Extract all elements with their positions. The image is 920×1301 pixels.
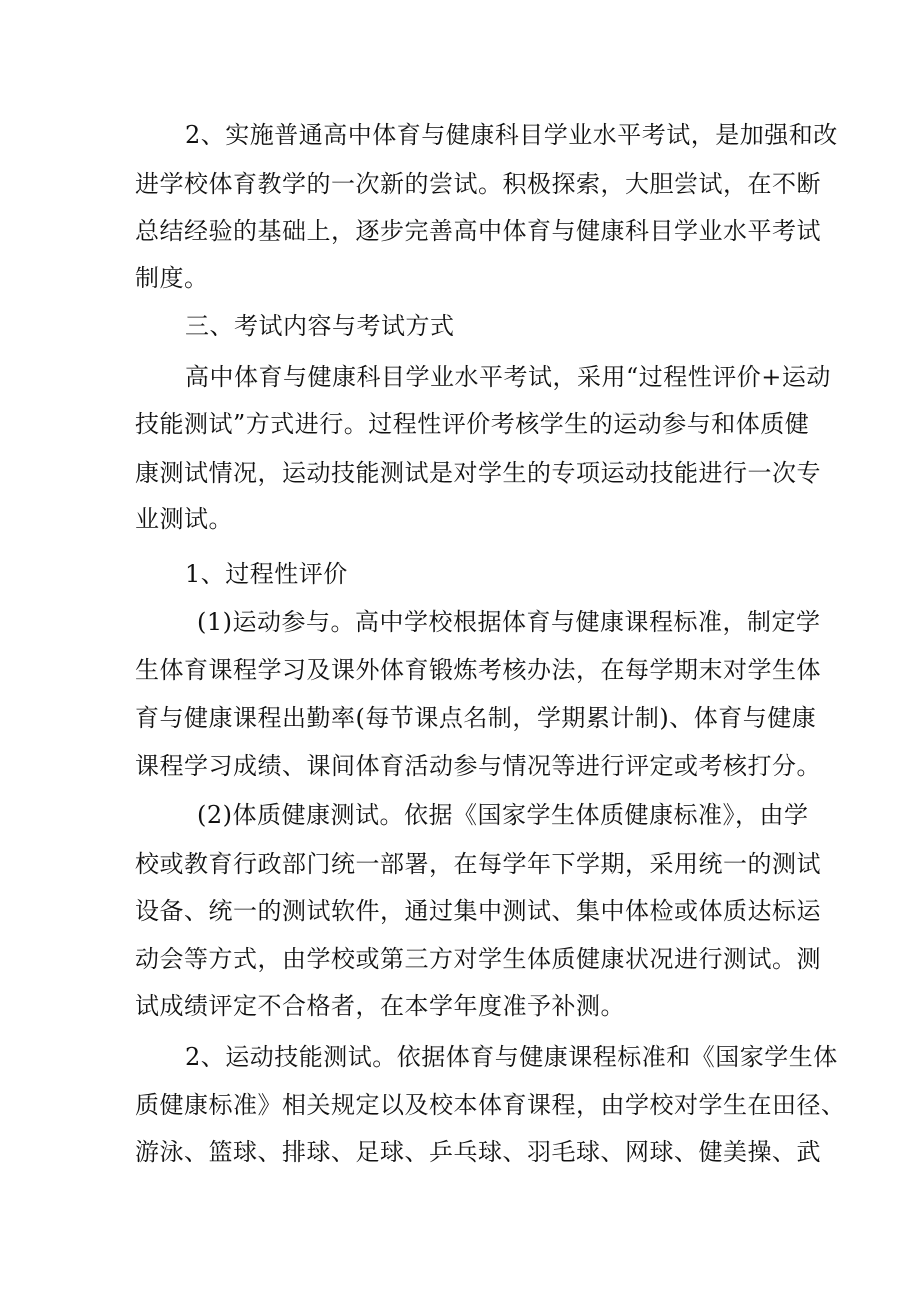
paragraph-line: 康测试情况，运动技能测试是对学生的专项运动技能进行一次专 bbox=[135, 459, 821, 487]
paragraph-line: 游泳、篮球、排球、足球、乒乓球、羽毛球、网球、健美操、武 bbox=[135, 1138, 821, 1166]
paragraph-line: 试成绩评定不合格者，在本学年度准予补测。 bbox=[135, 992, 625, 1020]
paragraph-line: 设备、统一的测试软件，通过集中测试、集中体检或体质达标运 bbox=[135, 897, 821, 925]
paragraph-line: 总结经验的基础上，逐步完善高中体育与健康科目学业水平考试 bbox=[135, 217, 821, 245]
paragraph-line: 育与健康课程出勤率(每节课点名制，学期累计制)、体育与健康 bbox=[135, 704, 817, 732]
paragraph-line: 质健康标准》相关规定以及校本体育课程，由学校对学生在田径、 bbox=[135, 1091, 846, 1119]
section-heading: 三、考试内容与考试方式 bbox=[185, 312, 455, 340]
paragraph-line: 2、运动技能测试。依据体育与健康课程标准和《国家学生体 bbox=[185, 1043, 838, 1071]
paragraph-line: 业测试。 bbox=[135, 505, 233, 533]
paragraph-line: 高中体育与健康科目学业水平考试，采用“过程性评价+运动 bbox=[185, 363, 831, 391]
paragraph-line: 进学校体育教学的一次新的尝试。积极探索，大胆尝试，在不断 bbox=[135, 170, 821, 198]
paragraph-line: (1)运动参与。高中学校根据体育与健康课程标准，制定学 bbox=[197, 608, 821, 636]
paragraph-line: (2)体质健康测试。依据《国家学生体质健康标准》，由学 bbox=[197, 801, 809, 829]
paragraph-line: 动会等方式，由学校或第三方对学生体质健康状况进行测试。测 bbox=[135, 945, 821, 973]
paragraph-line: 校或教育行政部门统一部署，在每学年下学期，采用统一的测试 bbox=[135, 850, 821, 878]
paragraph-line: 课程学习成绩、课间体育活动参与情况等进行评定或考核打分。 bbox=[135, 752, 821, 780]
paragraph-line: 生体育课程学习及课外体育锻炼考核办法，在每学期末对学生体 bbox=[135, 656, 821, 684]
paragraph-line: 2、实施普通高中体育与健康科目学业水平考试，是加强和改 bbox=[185, 121, 838, 149]
paragraph-line: 制度。 bbox=[135, 264, 209, 292]
paragraph-line: 技能测试”方式进行。过程性评价考核学生的运动参与和体质健 bbox=[135, 410, 810, 438]
subsection-heading: 1、过程性评价 bbox=[185, 560, 348, 588]
